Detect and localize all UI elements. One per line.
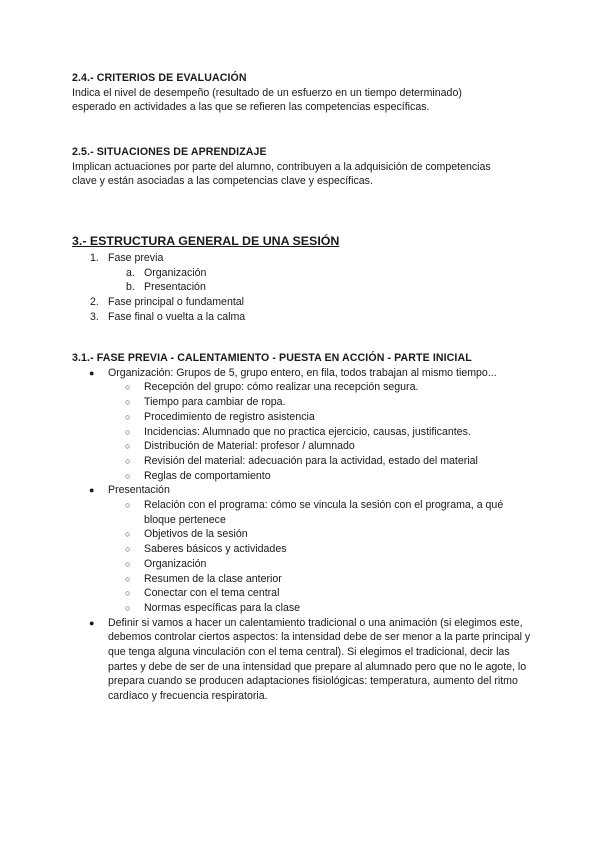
list-item-label: Fase principal o fundamental [108, 296, 245, 309]
sub-list [108, 498, 532, 616]
list-item-label: Organización [144, 557, 207, 570]
list-letter: b. [126, 281, 135, 294]
list-item-label: Normas específicas para la clase [144, 601, 301, 614]
list-item-label: Distribución de Material: profesor / alumnado [144, 440, 355, 453]
list-item [72, 266, 532, 281]
paragraph-line: clave y están asociadas a las competencias clave y específicas. [72, 175, 373, 188]
paragraph-line: Implican actuaciones por parte del alumno, contribuyen a la adquisición de competencias [72, 160, 491, 173]
list-item [108, 557, 532, 572]
list-item [72, 280, 532, 295]
bullet-icon: ● [89, 367, 95, 378]
bullet-icon: ● [89, 617, 95, 628]
bullet-list [72, 366, 532, 704]
list-item-label: Recepción del grupo: cómo realizar una recepción segura. [144, 381, 419, 394]
circle-bullet-icon: ○ [125, 382, 131, 393]
list-letter: a. [126, 266, 135, 279]
circle-bullet-icon: ○ [125, 470, 131, 481]
list-item [108, 410, 532, 425]
list-item-label: Resumen de la clase anterior [144, 572, 282, 585]
list-item-label: Conectar con el tema central [144, 587, 280, 600]
list-item [108, 542, 532, 557]
circle-bullet-icon: ○ [125, 588, 131, 599]
list-item [108, 439, 532, 454]
list-number: 2. [90, 296, 99, 309]
circle-bullet-icon: ○ [125, 397, 131, 408]
list-item-label: Incidencias: Alumnado que no practica ejercicio, causas, justificantes. [144, 425, 471, 438]
list-item-label: Presentación [144, 281, 206, 294]
list-item [72, 310, 532, 325]
numbered-list [72, 251, 532, 325]
list-item-label: Procedimiento de registro asistencia [144, 410, 315, 423]
bullet-icon: ● [89, 485, 95, 496]
circle-bullet-icon: ○ [125, 500, 131, 511]
list-item-label: Definir si vamos a hacer un calentamiento tradicional o una animación (si elegimos este, debemos controlar ciertos aspectos: la intensidad debe de ser menor a la parte principal y que tenga alguna vinculación con el tema central). Si elegimos el tradicional, decir las partes y debe de ser de una intensidad que prepare al alumnado pero que no le agote, lo prepara cuando se producen adaptaciones fisiológicas: temperatura, aumento del ritmo cardíaco y frecuencia respiratoria. [108, 616, 531, 703]
list-item-label: Fase final o vuelta a la calma [108, 310, 246, 323]
list-item-label: Presentación [108, 484, 170, 497]
list-item [72, 251, 532, 295]
section-heading: 2.5.- SITUACIONES DE APRENDIZAJE [72, 146, 267, 158]
circle-bullet-icon: ○ [125, 441, 131, 452]
circle-bullet-icon: ○ [125, 411, 131, 422]
list-item [108, 380, 532, 395]
circle-bullet-icon: ○ [125, 558, 131, 569]
list-item [108, 469, 532, 484]
section-heading: 3.1.- FASE PREVIA - CALENTAMIENTO - PUESTA EN ACCIÓN - PARTE INICIAL [72, 352, 472, 364]
sub-list [108, 380, 532, 483]
circle-bullet-icon: ○ [125, 602, 131, 613]
list-item [108, 395, 532, 410]
list-item [108, 454, 532, 469]
list-item [108, 572, 532, 587]
sub-list [108, 266, 532, 295]
circle-bullet-icon: ○ [125, 426, 131, 437]
list-item-label: Tiempo para cambiar de ropa. [144, 396, 286, 409]
list-item-label: Objetivos de la sesión [144, 528, 248, 541]
list-item [72, 483, 532, 615]
list-item-label: Organización [144, 266, 207, 279]
circle-bullet-icon: ○ [125, 544, 131, 555]
section-estructura-sesion [72, 233, 532, 325]
list-item-label: Fase previa [108, 252, 164, 264]
section-fase-previa [72, 351, 532, 704]
main-heading: 3.- ESTRUCTURA GENERAL DE UNA SESIÓN [72, 234, 340, 248]
circle-bullet-icon: ○ [125, 529, 131, 540]
section-situaciones-aprendizaje [72, 145, 532, 189]
list-item [72, 366, 532, 484]
list-item [108, 527, 532, 542]
list-item-label: Revisión del material: adecuación para la actividad, estado del material [144, 454, 478, 467]
list-item [108, 586, 532, 601]
list-item [108, 498, 532, 527]
circle-bullet-icon: ○ [125, 573, 131, 584]
paragraph-line: esperado en actividades a las que se refieren las competencias específicas. [72, 101, 430, 114]
list-item-label: Organización: Grupos de 5, grupo entero, en fila, todos trabajan al mismo tiempo... [108, 366, 497, 379]
list-item-label: Saberes básicos y actividades [144, 543, 287, 556]
list-item-label: Relación con el programa: cómo se vincula la sesión con el programa, a qué bloque pertenece [144, 499, 504, 526]
section-criterios-evaluacion [72, 71, 532, 115]
list-item [108, 601, 532, 616]
paragraph-line: Indica el nivel de desempeño (resultado de un esfuerzo en un tiempo determinado) [72, 86, 462, 99]
list-number: 3. [90, 310, 99, 323]
list-item [72, 295, 532, 310]
list-item [108, 425, 532, 440]
section-heading: 2.4.- CRITERIOS DE EVALUACIÓN [72, 72, 247, 84]
list-item-label: Reglas de comportamiento [144, 469, 271, 482]
list-number: 1. [90, 252, 99, 264]
list-item [72, 616, 532, 704]
circle-bullet-icon: ○ [125, 455, 131, 466]
